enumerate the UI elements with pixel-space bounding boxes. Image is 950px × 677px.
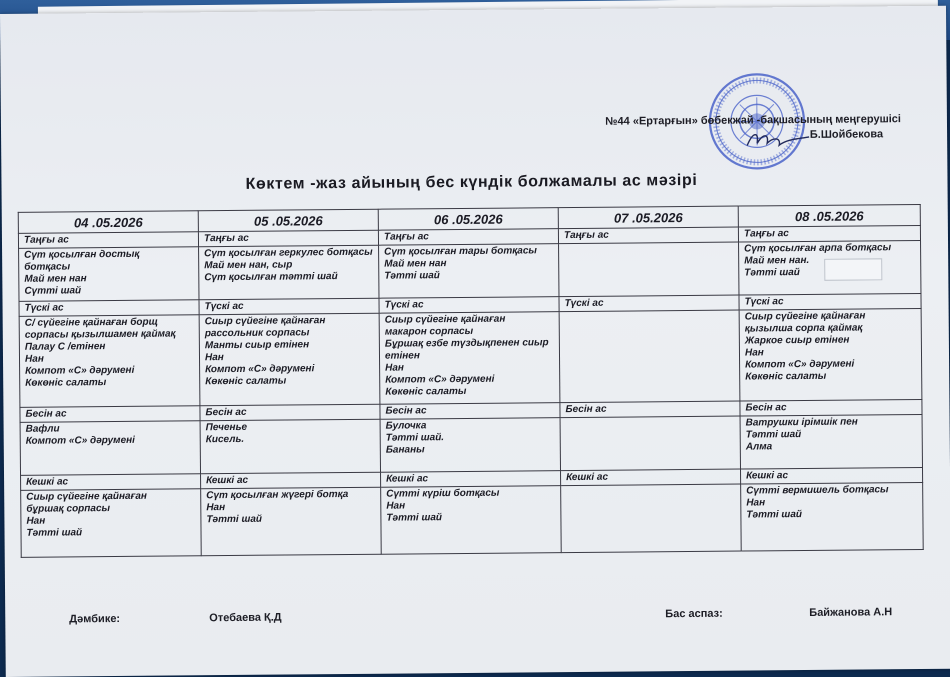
dish-cell (741, 482, 924, 551)
dish-line: Бұршақ езбе түздықпенен сиыр (384, 337, 549, 350)
dish-line: Нан (204, 352, 224, 364)
dish-line: Сүтті шай (24, 285, 82, 297)
dish-line: Компот «С» дәрумені (25, 364, 135, 377)
meal-label: Таңғы ас (18, 232, 198, 249)
dish-line: Жаркое сиыр етінен (744, 334, 850, 347)
dish-line: Сүтті вермишель ботқасы (746, 484, 889, 497)
head-name: Б.Шойбекова (809, 128, 884, 141)
signatures-footer (5, 606, 950, 626)
dish-line: Кисель. (205, 433, 245, 446)
dish-line: Тәтті шай (386, 512, 443, 524)
nurse-name: Отебаева Қ.Д (209, 611, 282, 625)
dish-line: Нан (386, 500, 406, 512)
dish-cell (559, 242, 739, 297)
meal-label: Кешкі ас (381, 471, 561, 488)
dish-line: Тәтті шай. (385, 432, 445, 444)
meal-label: Түскі ас (379, 297, 559, 314)
meal-label: Бесін ас (20, 406, 200, 423)
dish-cell (560, 416, 740, 471)
dish-line: Компот «С» дәрумені (745, 358, 855, 371)
dish-line: Тәтті шай (744, 267, 800, 279)
dish-line: Булочка (385, 420, 427, 432)
breakfast-dishes-row (19, 240, 921, 301)
dish-line: Компот «С» дәрумені (25, 434, 135, 447)
dish-cell (379, 312, 560, 405)
meal-label: Түскі ас (739, 293, 921, 310)
dish-cell (379, 244, 559, 299)
dish-line: Сүт қосылған достық (24, 248, 140, 261)
dish-line: Вафли (25, 423, 60, 435)
dish-line: сорпасы қызылшамен қаймақ (24, 328, 176, 341)
dish-line: рассольник сорпасы (204, 327, 310, 340)
meal-label: Бесін ас (200, 404, 380, 421)
dish-cell (199, 245, 379, 300)
date-cell: 08 .05.2026 (738, 204, 920, 227)
dish-line: макарон сорпасы (384, 325, 474, 338)
meal-label: Таңғы ас (738, 225, 920, 242)
dish-line: Тәтті шай (746, 509, 803, 521)
meal-label: Кешкі ас (21, 474, 201, 491)
meal-label: Бесін ас (560, 401, 740, 418)
dish-line: Көкөніс салаты (205, 375, 287, 388)
meal-label: Таңғы ас (558, 227, 738, 244)
dish-line: Печенье (205, 421, 248, 434)
dish-line: Май мен нан (384, 258, 447, 270)
dish-line: Компот «С» дәрумені (205, 363, 315, 376)
dish-line: Сиыр сүйегіне қайнаған (384, 313, 506, 326)
dish-cell (740, 414, 922, 469)
dish-line: Нан (24, 353, 44, 365)
dish-line: қызылша сорпа қаймақ (744, 322, 863, 335)
dish-cell (200, 419, 380, 474)
dish-line: Тәтті шай (384, 270, 440, 282)
dish-line: Манты сиыр етінен (204, 339, 310, 352)
dish-cell (380, 418, 560, 473)
lunch-dishes-row (19, 308, 922, 407)
dish-cell (19, 315, 200, 408)
dish-line: Нан (26, 515, 46, 527)
dish-line: Көкөніс салаты (745, 370, 827, 383)
date-cell: 06 .05.2026 (378, 208, 558, 231)
dish-line: Сиыр сүйегіне қайнаған (26, 490, 147, 503)
dish-line: Сүт қосылған арпа ботқасы (744, 242, 892, 255)
dish-line: ботқасы (24, 261, 71, 273)
meal-label: Кешкі ас (201, 472, 381, 489)
date-cell: 07 .05.2026 (558, 206, 738, 229)
meal-label: Бесін ас (740, 399, 922, 416)
dish-cell (199, 313, 380, 406)
meal-label: Кешкі ас (561, 469, 741, 486)
meal-label: Бесін ас (380, 403, 560, 420)
dish-line: бұршақ сорпасы (26, 503, 111, 515)
dish-line: Бананы (385, 444, 425, 456)
dish-line: Сүт қосылған тәтті шай (204, 271, 338, 284)
meal-label: Түскі ас (199, 298, 379, 315)
dish-line: Тәтті шай (26, 527, 83, 539)
meal-label: Таңғы ас (378, 229, 558, 246)
date-cell: 05 .05.2026 (198, 209, 378, 232)
dish-line: Май мен нан (24, 273, 87, 285)
dish-line: Тәтті шай (206, 513, 263, 526)
dish-line: Сүт қосылған тары ботқасы (384, 245, 537, 258)
dish-line: Көкөніс салаты (25, 377, 107, 389)
dish-cell (381, 486, 562, 555)
snack-dishes-row (20, 414, 922, 475)
dish-cell (559, 310, 740, 403)
dish-line: Сиыр сүйегіне қайнаған (744, 310, 866, 323)
dish-line: Сиыр сүйегіне қайнаған (204, 315, 326, 328)
meal-label: Таңғы ас (198, 230, 378, 247)
date-cell: 04 .05.2026 (18, 211, 198, 234)
dish-line: Палау С /етінен (24, 341, 106, 353)
dish-line: Компот «С» дәрумені (385, 373, 495, 386)
dish-cell (20, 421, 200, 476)
dish-cell (21, 489, 202, 558)
dish-cell (561, 484, 742, 553)
weekly-menu-table (18, 204, 924, 558)
dish-cell (739, 308, 922, 401)
dish-line: Нан (746, 497, 766, 509)
organization-line: №44 «Ертарғын» бөбекжай -бақшасының меңгерушісі (605, 113, 902, 128)
dish-line: Нан (385, 362, 404, 374)
dish-line: Сүт қосылған жүгері ботқа (206, 488, 349, 502)
dish-line: Май мен нан. (744, 254, 810, 267)
approval-header (561, 112, 901, 145)
cook-label: Бас аспаз: (665, 607, 723, 621)
dish-cell (19, 247, 199, 302)
dish-cell (201, 487, 382, 556)
dish-line: Алма (745, 441, 773, 453)
dish-line: Сүт қосылған геркулес ботқасы (204, 246, 373, 260)
menu-title: Көктем -жаз айының бес күндік болжамалы ас мәзірі (245, 171, 698, 193)
meal-label: Кешкі ас (740, 467, 922, 484)
dinner-dishes-row (21, 482, 924, 557)
dish-cell (739, 240, 921, 295)
dish-line: Ватрушки ірімшік пен (745, 416, 858, 429)
dish-line: Көкөніс салаты (385, 385, 467, 398)
meal-label: Түскі ас (19, 300, 199, 317)
dish-line: етінен (384, 350, 420, 362)
dish-line: Сүтті күріш ботқасы (386, 487, 500, 500)
dish-line: Тәтті шай (745, 429, 802, 441)
dish-line: Май мен нан, сыр (204, 259, 293, 272)
cook-name: Байжанова А.Н (809, 606, 893, 619)
dish-line: Нан (744, 347, 764, 359)
dish-line: С/ сүйегіне қайнаған борщ (24, 316, 158, 329)
meal-label: Түскі ас (559, 295, 739, 312)
nurse-label: Дәмбике: (69, 612, 121, 626)
dish-line: Нан (206, 502, 226, 514)
menu-document (0, 6, 950, 677)
